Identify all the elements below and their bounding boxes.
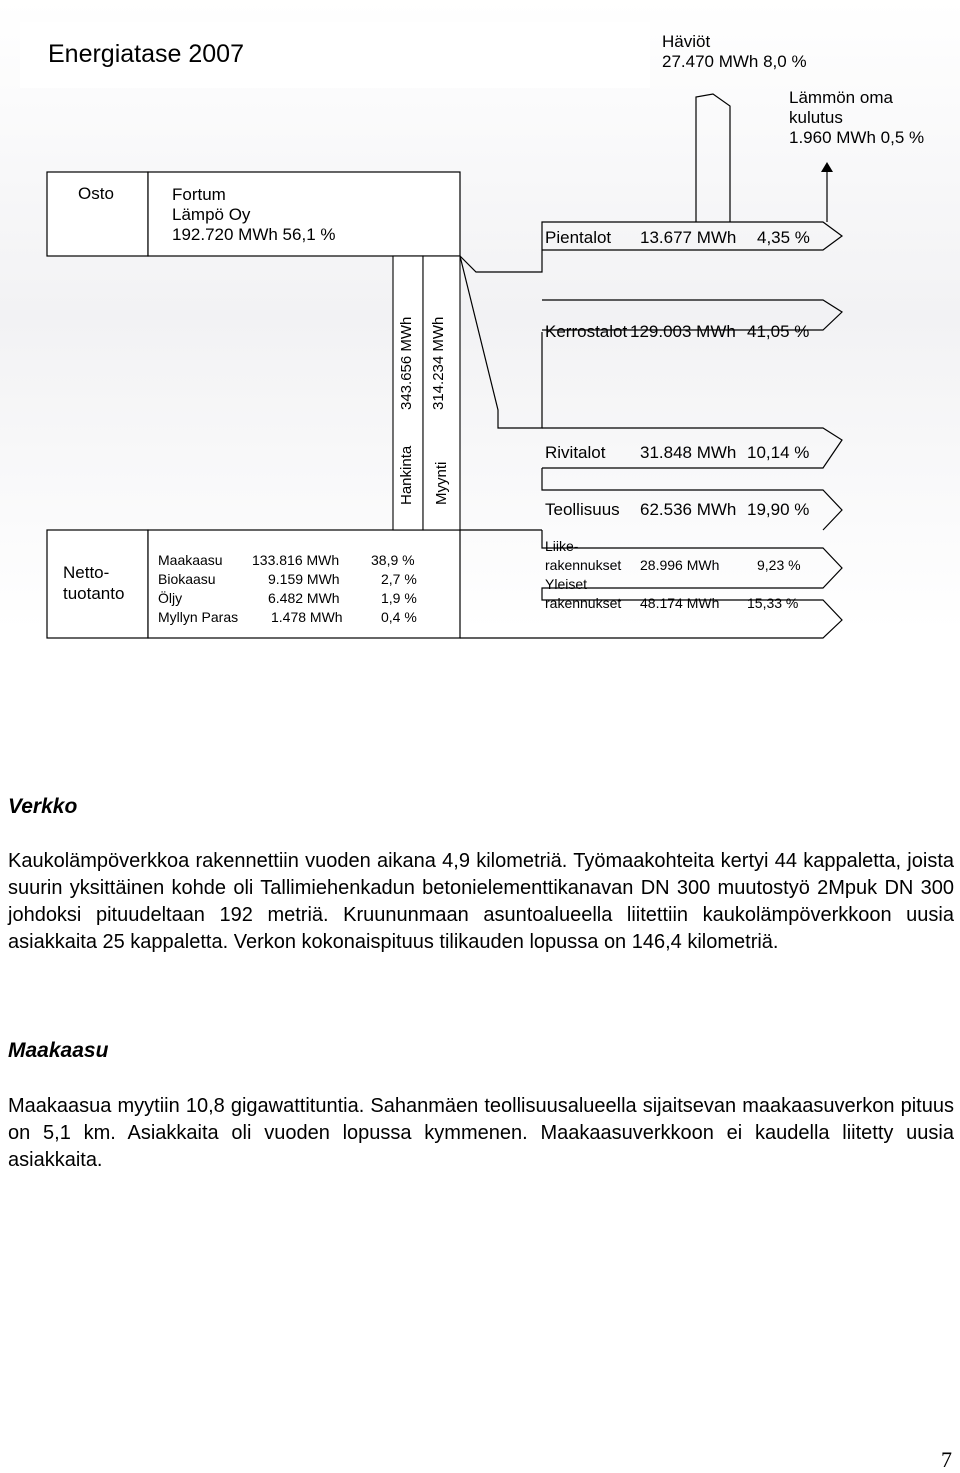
consumer-name: Kerrostalot (545, 322, 628, 341)
consumer-name-line1: Yleiset (545, 576, 588, 592)
supplier-line2: Lämpö Oy (172, 205, 251, 224)
section-text-verkko: Kaukolämpöverkkoa rakennettiin vuoden aikana 4,9 kilometriä. Työmaakohteita kertyi 44 kappaletta, joista suurin yksittäinen kohde oli Tallimiehenkadun betonielementtikanavan DN 300 muutostyö 2Mpuk DN 300 johdoksi pituudeltaan 192 metriä. Kruununmaan asuntoalueella liitettiin kaukolämpöverkkoon uusia asiakkaita 25 kappaletta. Verkon kokonaispituus tilikauden lopussa on 146,4 kilometriä. (8, 850, 954, 953)
fuel-name: Öljy (158, 590, 183, 606)
energy-balance-diagram (0, 0, 960, 700)
fuel-pct: 1,9 % (381, 590, 417, 606)
consumer-mwh: 28.996 MWh (640, 557, 720, 573)
consumer-pct: 15,33 % (747, 595, 799, 611)
fuel-name: Myllyn Paras (158, 609, 239, 625)
consumer-pct: 19,90 % (747, 500, 810, 519)
consumer-mwh: 13.677 MWh (640, 228, 737, 247)
myynti-label: Myynti (433, 461, 450, 505)
consumer-name-line2: rakennukset (545, 557, 622, 573)
consumer-name-line2: rakennukset (545, 595, 622, 611)
losses-label: Häviöt (662, 32, 711, 51)
consumer-mwh: 48.174 MWh (640, 595, 720, 611)
fuel-name: Maakaasu (158, 552, 223, 568)
section-heading-maakaasu: Maakaasu (8, 1039, 109, 1062)
fuel-mwh: 6.482 MWh (268, 590, 340, 606)
fuel-pct: 0,4 % (381, 609, 417, 625)
diagram-title: Energiatase 2007 (48, 40, 244, 68)
consumer-pct: 4,35 % (757, 228, 810, 247)
fuel-name: Biokaasu (158, 571, 216, 587)
own-use-label-1: Lämmön oma (789, 88, 893, 107)
supplier-line1: Fortum (172, 185, 226, 204)
consumer-name: Rivitalot (545, 443, 606, 462)
fuel-mwh: 133.816 MWh (252, 552, 340, 568)
fuel-mwh: 9.159 MWh (268, 571, 340, 587)
page-number: 7 (941, 1447, 952, 1472)
consumer-name: Teollisuus (545, 500, 620, 519)
consumer-mwh: 31.848 MWh (640, 443, 737, 462)
hankinta-value: 343.656 MWh (398, 316, 415, 410)
consumer-pct: 9,23 % (757, 557, 801, 573)
consumer-name-line1: Liike- (545, 538, 579, 554)
supplier-value: 192.720 MWh 56,1 % (172, 225, 336, 244)
own-use-label-2: kulutus (789, 108, 843, 127)
consumer-pct: 10,14 % (747, 443, 810, 462)
consumer-name: Pientalot (545, 228, 612, 247)
fuel-pct: 2,7 % (381, 571, 417, 587)
fuel-pct: 38,9 % (371, 552, 415, 568)
fuel-mwh: 1.478 MWh (271, 609, 343, 625)
consumer-mwh: 129.003 MWh (630, 322, 736, 341)
consumer-pct: 41,05 % (747, 322, 810, 341)
section-heading-verkko: Verkko (8, 795, 78, 818)
consumer-mwh: 62.536 MWh (640, 500, 737, 519)
section-text-maakaasu: Maakaasua myytiin 10,8 gigawattituntia. Sahanmäen teollisuusalueella sijaitsevan maakaasuverkon pituus on 5,1 km. Asiakkaita oli vuoden lopussa kymmenen. Maakaasuverkkoon ei kaudella liitetty uusia asiakkaita. (8, 1095, 954, 1171)
nettotuotanto-label-2: tuotanto (63, 584, 125, 603)
osto-label: Osto (78, 184, 114, 203)
nettotuotanto-label-1: Netto- (63, 563, 110, 582)
myynti-value: 314.234 MWh (430, 316, 447, 410)
hankinta-label: Hankinta (398, 445, 415, 505)
own-use-value: 1.960 MWh 0,5 % (789, 128, 925, 147)
losses-value: 27.470 MWh 8,0 % (662, 52, 807, 71)
